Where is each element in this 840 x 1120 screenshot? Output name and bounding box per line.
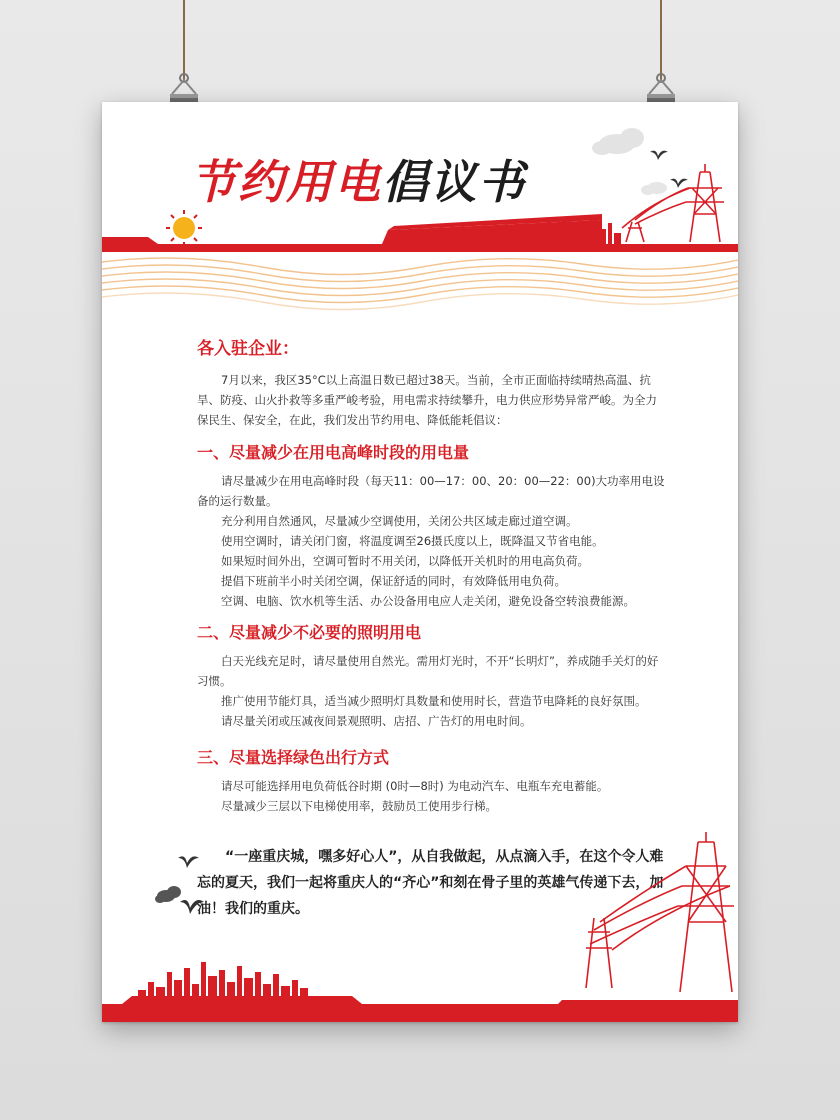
- bird-icon: [180, 900, 204, 914]
- section-paragraph: 使用空调时，请关闭门窗，将温度调至26摄氏度以上，既降温又节省电能。: [221, 534, 604, 548]
- section-paragraph: 请尽量关闭或压减夜间景观照明、店招、广告灯的用电时间。: [221, 714, 532, 728]
- intro-paragraph: [197, 370, 665, 430]
- footer-decoration: [102, 822, 738, 1022]
- section-paragraph: 白天光线充足时，请尽量使用自然光。需用灯光时，不开“长明灯”，养成随手关灯的好习惯。: [197, 654, 659, 688]
- section-paragraph: 充分利用自然通风，尽量减少空调使用，关闭公共区域走廊过道空调。: [221, 514, 578, 528]
- section-heading: 二、尽量减少不必要的照明用电: [197, 623, 422, 642]
- section-1: [197, 440, 667, 611]
- cloud-icon: [641, 182, 667, 195]
- bird-icon: [178, 856, 199, 868]
- section-paragraph: 提倡下班前半小时关闭空调，保证舒适的同时，有效降低用电负荷。: [221, 574, 566, 588]
- bird-icon: [650, 151, 668, 160]
- power-tower-icon: [586, 832, 734, 992]
- poster: [102, 102, 738, 1022]
- sun-icon: [166, 210, 202, 246]
- intro-text: 7月以来，我区35°C以上高温日数已超过38天。当前，全市正面临持续晴热高温、抗旱、防疫、山火扑救等多重严峻考验，用电需求持续攀升，电力供应形势异常严峻。为全力保民生、保安全，在此，我们发出节约用电、降低能耗倡议：: [197, 373, 657, 427]
- section-paragraph: 请尽可能选择用电负荷低谷时期 (0时—8时) 为电动汽车、电瓶车充电蓄能。: [221, 779, 609, 793]
- cloud-icon: [155, 886, 181, 903]
- section-paragraph: 尽量减少三层以下电梯使用率，鼓励员工使用步行梯。: [221, 799, 497, 813]
- section-2: [197, 620, 667, 731]
- hanging-string-left: [183, 0, 185, 80]
- wave-lines: [102, 258, 738, 310]
- title-black-part: 倡议书: [382, 155, 526, 209]
- cloud-icon: [592, 128, 644, 155]
- greeting: 各入驻企业：: [197, 339, 299, 359]
- title-red-part: 节约用电: [190, 155, 382, 209]
- power-tower-icon: [622, 164, 724, 242]
- section-paragraph: 空调、电脑、饮水机等生活、办公设备用电应人走关闭，避免设备空转浪费能源。: [221, 594, 635, 608]
- section-paragraph: 请尽量减少在用电高峰时段（每天11：00—17：00、20：00—22：00)大功率用电设备的运行数量。: [197, 474, 665, 508]
- closing-paragraph: “一座重庆城，嘿多好心人”，从自我做起，从点滴入手，在这个令人难忘的夏天，我们一起将重庆人的“齐心”和刻在骨子里的英雄气传递下去，加油！我们的重庆。: [197, 849, 664, 917]
- section-3: [197, 745, 667, 816]
- poster-title: [190, 146, 526, 212]
- section-heading: 三、尽量选择绿色出行方式: [197, 748, 390, 767]
- section-heading: 一、尽量减少在用电高峰时段的用电量: [197, 443, 470, 462]
- bird-icon: [670, 179, 688, 188]
- section-paragraph: 推广使用节能灯具，适当减少照明灯具数量和使用时长，营造节电降耗的良好氛围。: [221, 694, 647, 708]
- section-paragraph: 如果短时间外出，空调可暂时不用关闭，以降低开关机时的用电高负荷。: [221, 554, 589, 568]
- hanging-string-right: [660, 0, 662, 80]
